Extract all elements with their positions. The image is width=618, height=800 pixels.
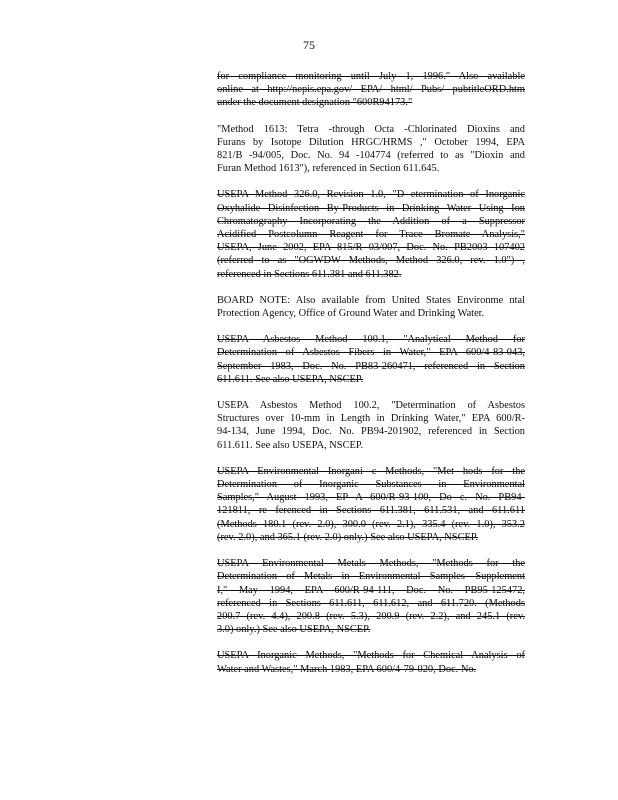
text-line: USEPA Environmental Metals Methods, "Methods for the <box>217 558 525 570</box>
text-line: USEPA Method 326.0, Revision 1.0, "D etermination of Inorganic <box>217 189 525 201</box>
text-line: Protection Agency, Office of Ground Water and Drinking Water. <box>217 308 485 320</box>
text-line: Acidified Postcolumn Reagent for Trace Bromate Analysis," <box>217 229 525 241</box>
text-line: referenced in Sections 611.381 and 611.382. <box>217 268 402 280</box>
text-line: "Method 1613: Tetra -through Octa -Chlorinated Dioxins and <box>217 123 525 135</box>
struck-paragraph <box>217 70 525 110</box>
paragraph <box>217 123 525 176</box>
text-line: Determination of Metals in Environmental Samples—Supplement <box>217 571 525 583</box>
text-line: Furan Method 1613"), referenced in Section 611.645. <box>217 163 440 175</box>
text-line: referenced in Sections 611.611, 611.612, and 611.720. (Methods <box>217 597 525 609</box>
text-line: BOARD NOTE: Also available from United States Environme ntal <box>217 294 525 306</box>
text-line: online at http://nepis.epa.gov/ EPA/ html/ Pubs/ pubtitleORD.htm <box>217 84 525 96</box>
text-line: Determination of Inorganic Substances in Environmental <box>217 479 525 491</box>
text-line: 121811, re ferenced in Sections 611.381, 611.531, and 611.611 <box>217 505 525 517</box>
text-line: under the document designation "600R94173." <box>217 97 413 109</box>
struck-paragraph <box>217 333 525 386</box>
text-line: 611.611. See also USEPA, NSCEP. <box>217 373 364 385</box>
text-line: Oxyhalide Disinfection By-Products in Drinking Water Using Ion <box>217 202 525 214</box>
text-line: Chromatography Incorporating the Addition of a Suppressor <box>217 215 525 227</box>
text-line: USEPA Asbestos Method 100.2, "Determination of Asbestos <box>217 400 525 412</box>
text-line: Determination of Asbestos Fibers in Water," EPA 600/4-83-043, <box>217 347 525 359</box>
paragraph <box>217 399 525 452</box>
text-line: September 1983, Doc. No. PB83-260471, referenced in Section <box>217 360 525 372</box>
text-line: USEPA Asbestos Method 100.1, "Analytical Method for <box>217 334 525 346</box>
text-line: Furans by Isotope Dilution HRGC/HRMS ," October 1994, EPA <box>217 136 525 148</box>
text-line: 94-134, June 1994, Doc. No. PB94-201902, referenced in Section <box>217 426 525 438</box>
struck-paragraph <box>217 649 525 675</box>
text-line: USEPA Environmental Inorgani c Methods, "Met hods for the <box>217 465 525 477</box>
text-line: (Methods 180.1 (rev. 2.0), 300.0 (rev. 2.1), 335.4 (rev. 1.0), 353.2 <box>217 518 525 530</box>
text-line: 611.611. See also USEPA, NSCEP. <box>217 439 364 451</box>
struck-paragraph <box>217 465 525 544</box>
text-line: USEPA, June 2002, EPA 815/R 03/007, Doc. No. PB2003 107402 <box>217 242 525 254</box>
text-line: USEPA Inorganic Methods, "Methods for Chemical Analysis of <box>217 650 525 662</box>
struck-paragraph <box>217 188 525 280</box>
text-line: I," May 1994, EPA 600/R-94-111, Doc. No. PB95-125472, <box>217 584 525 596</box>
text-line: Samples," August 1993, EP A 600/R-93-100, Do c. No. PB94- <box>217 492 525 504</box>
text-line: for compliance monitoring until July 1, 1996." Also available <box>217 71 525 82</box>
struck-paragraph <box>217 557 525 636</box>
text-line: (rev. 2.0), and 365.1 (rev. 2.0) only.) See also USEPA, NSCEP. <box>217 531 479 543</box>
text-line: Water and Wastes," March 1983, EPA 600/4-79-020, Doc. No. <box>217 663 477 675</box>
text-line: Structures over 10-mm in Length in Drinking Water," EPA 600/R- <box>217 413 525 425</box>
text-line: (referred to as "OGWDW Methods, Method 326.0, rev. 1.0") , <box>217 255 525 267</box>
text-line: 821/B -94/005, Doc. No. 94 -104774 (referred to as "Dioxin and <box>217 150 525 162</box>
text-line: 200.7 (rev. 4.4), 200.8 (rev. 5.3), 200.9 (rev. 2.2), and 245.1 (rev. <box>217 610 525 622</box>
paragraph <box>217 294 525 320</box>
document-body <box>217 70 525 689</box>
text-line: 3.0) only.) See also USEPA, NSCEP. <box>217 624 371 636</box>
page-number: 75 <box>303 38 315 52</box>
